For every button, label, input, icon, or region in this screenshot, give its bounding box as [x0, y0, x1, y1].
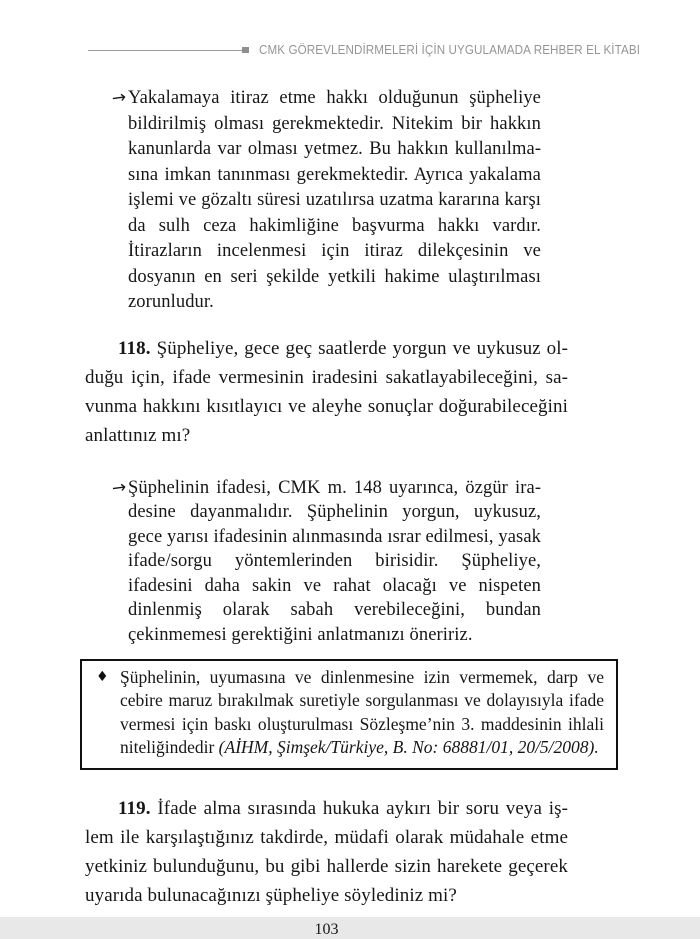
bullet-item-2 — [85, 476, 568, 648]
question-119 — [85, 794, 568, 910]
bullet-item-1 — [85, 86, 568, 316]
question-118-number: 118. — [118, 337, 151, 359]
bullet-1-text: Yakalamaya itiraz etme hakkı olduğunun şüpheliye bildirilmiş olması gerekmektedir. Nitekim bir hakkın kanunlarda var olması yetmez. Bu hakkın kullanılmasına imkan tanınması gerekmektedir. Ayrıca yakalama işlemi ve gözaltı süresi uzatılırsa uzatma kararına karşı da sulh ceza hakimliğine başvurma hakkı vardır. İtirazların incelenmesi için itiraz dilekçesinin ve dosyanın en seri şekilde yetkili hakime ulaştırılması zorunludur. — [128, 88, 541, 312]
question-118-text: Şüpheliye, gece geç saatlerde yorgun ve uykusuz olduğu için, ifade vermesinin iradesini sakatlayabileceğini, savunma hakkını kısıtlayıcı ve aleyhe sonuçlar doğurabileceğini anlattınız mı? — [85, 337, 568, 446]
header-rule-line — [88, 50, 242, 51]
running-header-title: CMK GÖREVLENDİRMELERİ İÇİN UYGULAMADA REHBER EL KİTABI — [259, 42, 641, 58]
header-rule-square-icon — [242, 47, 249, 53]
note-box-body: Şüphelinin, uyumasına ve dinlenmesine izin vermemek, darp ve cebire maruz bırakılmak suretiyle sorgulanması ve dolayısıyla ifade vermesi için baskı oluşturulması Sözleşme’nin 3. maddesinin ihlali niteliğindedir — [120, 667, 604, 758]
bullet-2-text: Şüphelinin ifadesi, CMK m. 148 uyarınca, özgür iradesine dayanmalıdır. Şüphelinin yorgun, uykusuz, gece yarısı ifadesinin alınmasında ısrar edilmesi, yasak ifade/sorgu yöntemlerinden birisidir. Şüpheliye, ifadesini daha sakin ve rahat olacağı ve nispeten dinlenmiş olarak sabah verebileceğini, bundan çekinmemesi gerektiğini anlatmanızı öneririz. — [128, 477, 541, 645]
case-law-note-box — [80, 659, 618, 770]
arrow-bullet-icon: → — [110, 87, 128, 109]
running-header — [88, 40, 641, 60]
note-box-citation: (AİHM, Şimşek/Türkiye, B. No: 68881/01, 20/5/2008). — [218, 737, 599, 758]
page-body — [85, 86, 604, 910]
note-box-text — [120, 666, 604, 760]
arrow-bullet-icon: → — [110, 476, 128, 499]
page-number: 103 — [314, 920, 339, 938]
question-119-text: İfade alma sırasında hukuka aykırı bir soru veya işlem ile karşılaştığınız takdirde, müdafi olarak müdahale etme yetkiniz bulunduğunu, bu gibi hallerde sizin harekete geçerek uyarıda bulunacağınızı şüpheliye söylediniz mi? — [85, 797, 568, 906]
page-footer — [85, 921, 568, 939]
diamond-bullet-icon: ♦ — [96, 669, 109, 685]
question-118 — [85, 334, 568, 450]
question-119-number: 119. — [118, 797, 151, 819]
header-rule — [88, 47, 249, 53]
